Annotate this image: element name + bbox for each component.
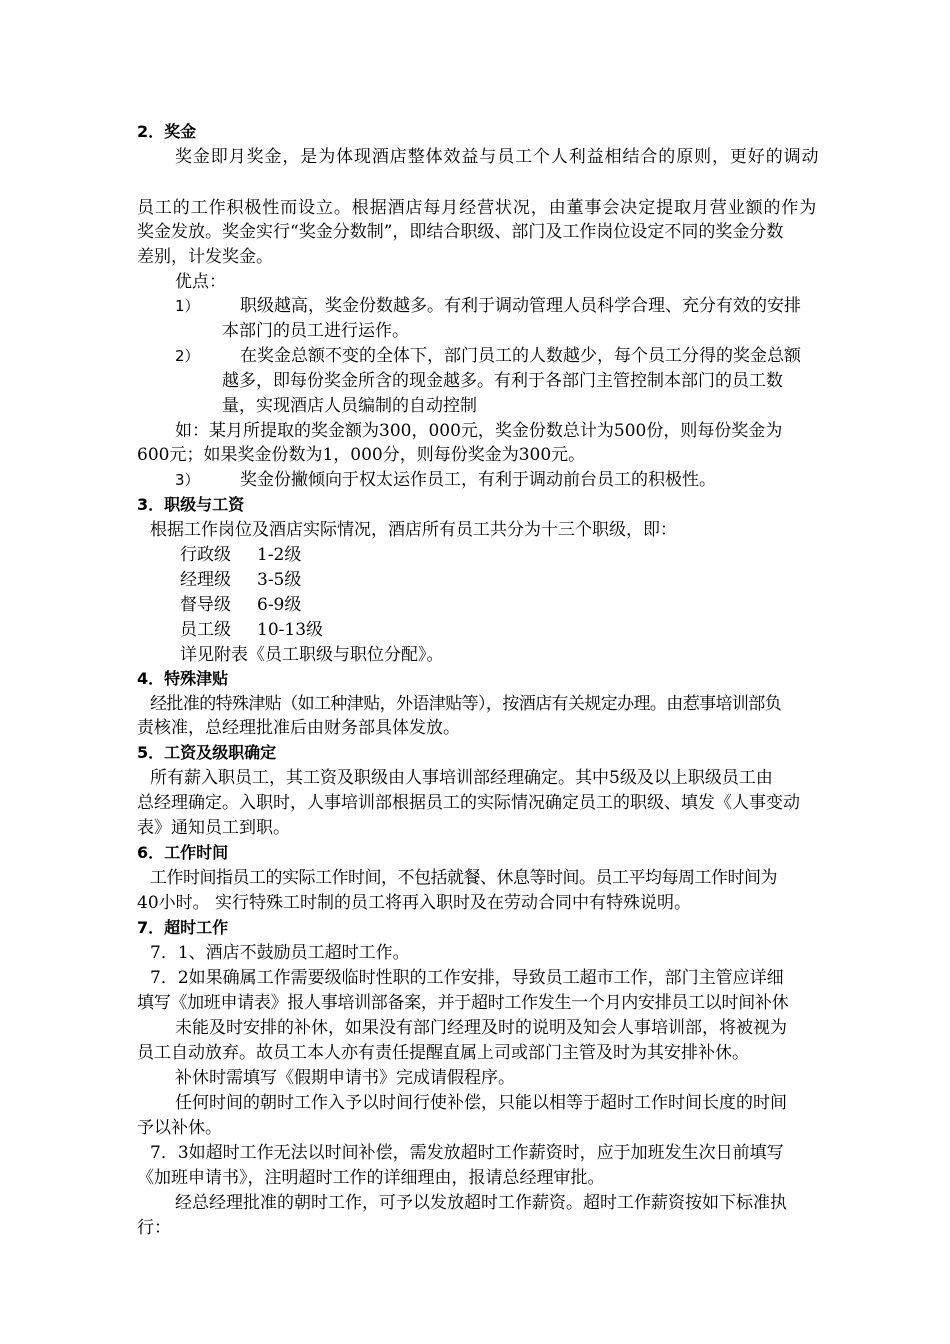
paragraph-line: 填写《加班申请表》报人事培训部备案，并于超时工作发生一个月内安排员工以时间补休 (137, 993, 789, 1013)
grade-name: 督导级 (180, 595, 231, 615)
grade-range: 6-9级 (257, 595, 302, 615)
paragraph-line: 行： (137, 1218, 171, 1238)
section-heading-bonus: 2．奖金 (137, 122, 197, 141)
paragraph-line: 补休时需填写《假期申请书》完成请假程序。 (175, 1068, 515, 1088)
section-heading-allowance: 4．特殊津贴 (137, 669, 229, 688)
paragraph-line: 员工自动放弃。故员工本人亦有责任提醒直属上司或部门主管及时为其安排补休。 (137, 1043, 749, 1063)
paragraph-line: 责核准，总经理批准后由财务部具体发放。 (137, 718, 460, 738)
list-item-line: 奖金份撇倾向于权太运作员工，有利于调动前台员工的积极性。 (240, 470, 716, 490)
paragraph-line: 优点： (175, 272, 226, 292)
list-item-line: 职级越高，奖金份数越多。有利于调动管理人员科学合理、充分有效的安排 (240, 296, 801, 316)
section-heading-work-hours: 6．工作时间 (137, 843, 229, 862)
grade-name: 行政级 (180, 545, 231, 565)
section-heading-overtime: 7．超时工作 (137, 918, 229, 937)
paragraph-line: 表》通知员工到职。 (137, 818, 290, 838)
paragraph-line: 员工的工作积极性而设立。根据酒店每月经营状况，由董事会决定提取月营业额的作为 (137, 198, 818, 218)
paragraph-line: 差别，计发奖金。 (137, 247, 273, 267)
paragraph-line: 经批准的特殊津贴（如工种津贴，外语津贴等），按酒店有关规定办理。由惹事培训部负 (150, 694, 782, 714)
paragraph-line: 详见附表《员工职级与职位分配》。 (180, 645, 444, 665)
paragraph-line: 《加班申请书》，注明超时工作的详细理由，报请总经理审批。 (137, 1168, 605, 1188)
paragraph-line: 40小时。 实行特殊工时制的员工将再入职时及在劳动合同中有特殊说明。 (137, 893, 692, 913)
grade-range: 10-13级 (257, 620, 324, 640)
grade-name: 经理级 (180, 570, 231, 590)
paragraph-line: 7．3如超时工作无法以时间补偿，需发放超时工作薪资时，应于加班发生次日前填写 (150, 1143, 784, 1163)
grade-name: 员工级 (180, 620, 231, 640)
paragraph-line: 总经理确定。入职时，人事培训部根据员工的实际情况确定员工的职级、填发《人事变动 (137, 793, 800, 813)
paragraph-line: 任何时间的朝时工作入予以时间行使补偿，只能以相等于超时工作时间长度的时间 (175, 1093, 787, 1113)
list-item-line: 越多，即每份奖金所含的现金越多。有利于各部门主管控制本部门的员工数 (222, 371, 783, 391)
list-number: 2） (175, 347, 200, 365)
grade-range: 3-5级 (257, 570, 302, 590)
list-number: 1） (175, 297, 200, 315)
paragraph-line: 7．1、酒店不鼓励员工超时工作。 (150, 943, 410, 963)
list-number: 3） (175, 471, 200, 489)
section-heading-grades: 3．职级与工资 (137, 495, 245, 514)
paragraph-line: 根据工作岗位及酒店实际情况，酒店所有员工共分为十三个职级，即： (150, 520, 677, 540)
paragraph-line: 未能及时安排的补休，如果没有部门经理及时的说明及知会人事培训部，将被视为 (175, 1018, 787, 1038)
paragraph-line: 奖金即月奖金，是为体现酒店整体效益与员工个人利益相结合的原则，更好的调动 (175, 147, 820, 167)
paragraph-line: 经总经理批准的朝时工作，可予以发放超时工作薪资。超时工作薪资按如下标准执 (175, 1193, 787, 1213)
paragraph-line: 工作时间指员工的实际工作时间，不包括就餐、休息等时间。员工平均每周工作时间为 (150, 868, 777, 888)
grade-range: 1-2级 (257, 545, 302, 565)
paragraph-line: 予以补休。 (137, 1118, 222, 1138)
paragraph-line: 奖金发放。奖金实行“奖金分数制”，即结合职级、部门及工作岗位设定不同的奖金分数 (137, 222, 784, 242)
list-item-line: 在奖金总额不变的全体下，部门员工的人数越少，每个员工分得的奖金总额 (240, 346, 801, 366)
example-line: 600元；如果奖金份数为1，000分，则每份奖金为300元。 (137, 445, 586, 465)
paragraph-line: 所有薪入职员工，其工资及职级由人事培训部经理确定。其中5级及以上职级员工由 (150, 768, 773, 788)
paragraph-line: 7．2如果确属工作需要级临时性职的工作安排，导致员工超市工作，部门主管应详细 (150, 968, 784, 988)
example-line: 如：某月所提取的奖金额为300，000元，奖金份数总计为500份，则每份奖金为 (175, 421, 783, 441)
section-heading-salary: 5．工资及级职确定 (137, 743, 277, 762)
list-item-line: 本部门的员工进行运作。 (222, 321, 409, 341)
list-item-line: 量，实现酒店人员编制的自动控制 (222, 396, 477, 416)
